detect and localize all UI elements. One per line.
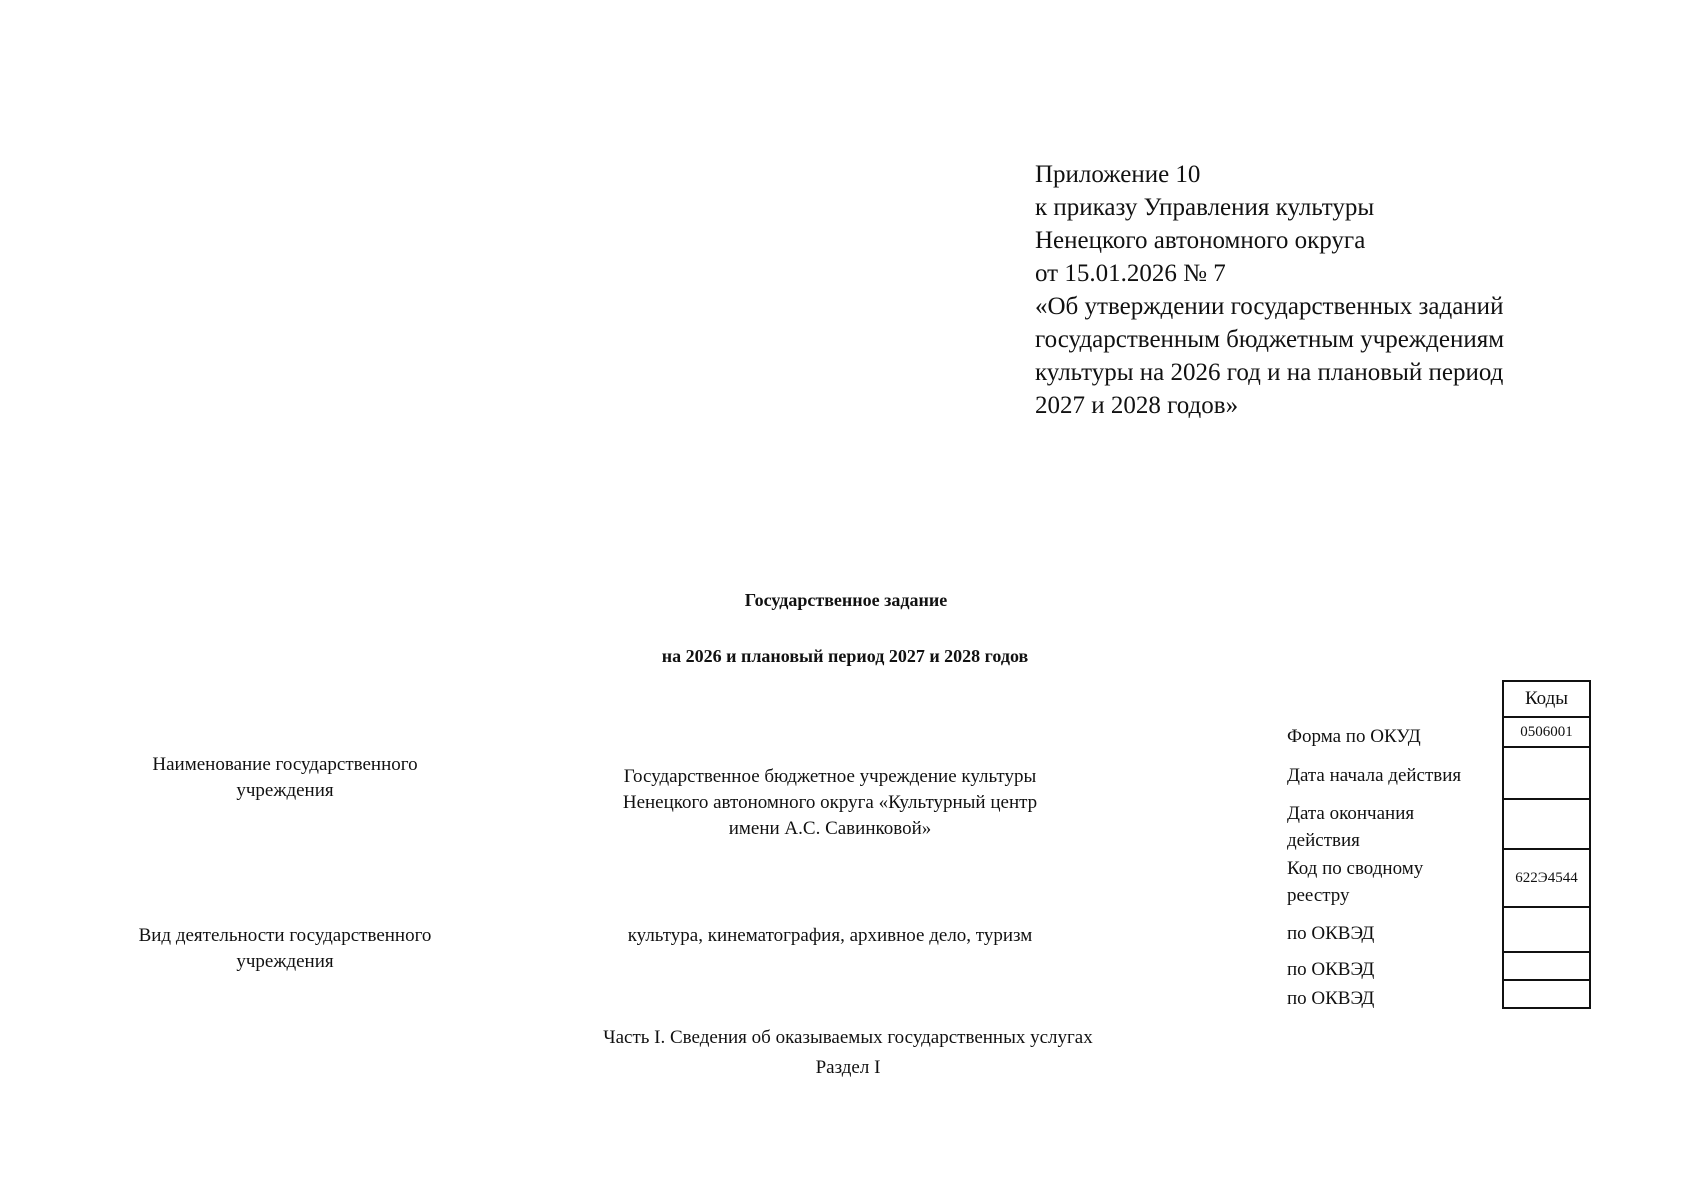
codes-header: Коды bbox=[1503, 681, 1590, 717]
code-cell-registry: 622Э4544 bbox=[1503, 849, 1590, 907]
code-cell-okved-2 bbox=[1503, 952, 1590, 980]
institution-name-label-line: Наименование государственного bbox=[152, 754, 418, 775]
appendix-line: Ненецкого автономного округа bbox=[1035, 227, 1366, 254]
code-cell-end-date bbox=[1503, 799, 1590, 849]
institution-name-line: имени А.С. Савинковой» bbox=[728, 818, 932, 839]
label-registry-line2: реестру bbox=[1287, 885, 1350, 906]
label-start-date: Дата начала действия bbox=[1287, 765, 1462, 786]
activity-label bbox=[110, 923, 460, 975]
code-cell-okud: 0506001 bbox=[1503, 717, 1590, 747]
institution-name-label bbox=[110, 752, 460, 804]
label-end-date bbox=[1287, 800, 1414, 854]
institution-name-value bbox=[580, 764, 1080, 842]
appendix-line: к приказу Управления культуры bbox=[1035, 194, 1375, 221]
activity-label-line: Вид деятельности государственного bbox=[138, 925, 432, 946]
label-registry-line1: Код по сводному bbox=[1287, 858, 1424, 879]
activity-label-line: учреждения bbox=[236, 951, 334, 972]
appendix-line: культуры на 2026 год и на плановый период bbox=[1035, 359, 1504, 386]
part-heading: Часть I. Сведения об оказываемых государственных услугах bbox=[603, 1027, 1093, 1048]
appendix-block bbox=[1035, 158, 1504, 422]
label-okved-1: по ОКВЭД bbox=[1287, 923, 1375, 944]
appendix-line: «Об утверждении государственных заданий bbox=[1035, 293, 1504, 320]
activity-value: культура, кинематография, архивное дело, туризм bbox=[627, 925, 1033, 946]
label-okud: Форма по ОКУД bbox=[1287, 726, 1421, 747]
appendix-line: государственным бюджетным учреждениям bbox=[1035, 326, 1505, 353]
code-cell-okved-1 bbox=[1503, 907, 1590, 952]
document-title: Государственное задание bbox=[744, 590, 948, 610]
label-end-date-line2: действия bbox=[1287, 830, 1360, 851]
appendix-line: Приложение 10 bbox=[1035, 161, 1201, 188]
appendix-line: 2027 и 2028 годов» bbox=[1035, 392, 1239, 419]
appendix-line: от 15.01.2026 № 7 bbox=[1035, 260, 1226, 287]
code-cell-okved-3 bbox=[1503, 980, 1590, 1008]
institution-name-line: Ненецкого автономного округа «Культурный центр bbox=[622, 792, 1038, 813]
codes-table bbox=[1502, 680, 1591, 1009]
label-okved-3: по ОКВЭД bbox=[1287, 988, 1375, 1009]
label-registry bbox=[1287, 855, 1423, 909]
label-end-date-line1: Дата окончания bbox=[1287, 803, 1415, 824]
code-cell-start-date bbox=[1503, 747, 1590, 799]
institution-name-line: Государственное бюджетное учреждение культуры bbox=[623, 766, 1037, 787]
institution-name-label-line: учреждения bbox=[236, 780, 334, 801]
document-subtitle: на 2026 и плановый период 2027 и 2028 годов bbox=[661, 646, 1029, 666]
label-okved-2: по ОКВЭД bbox=[1287, 959, 1375, 980]
section-heading: Раздел I bbox=[815, 1057, 881, 1078]
